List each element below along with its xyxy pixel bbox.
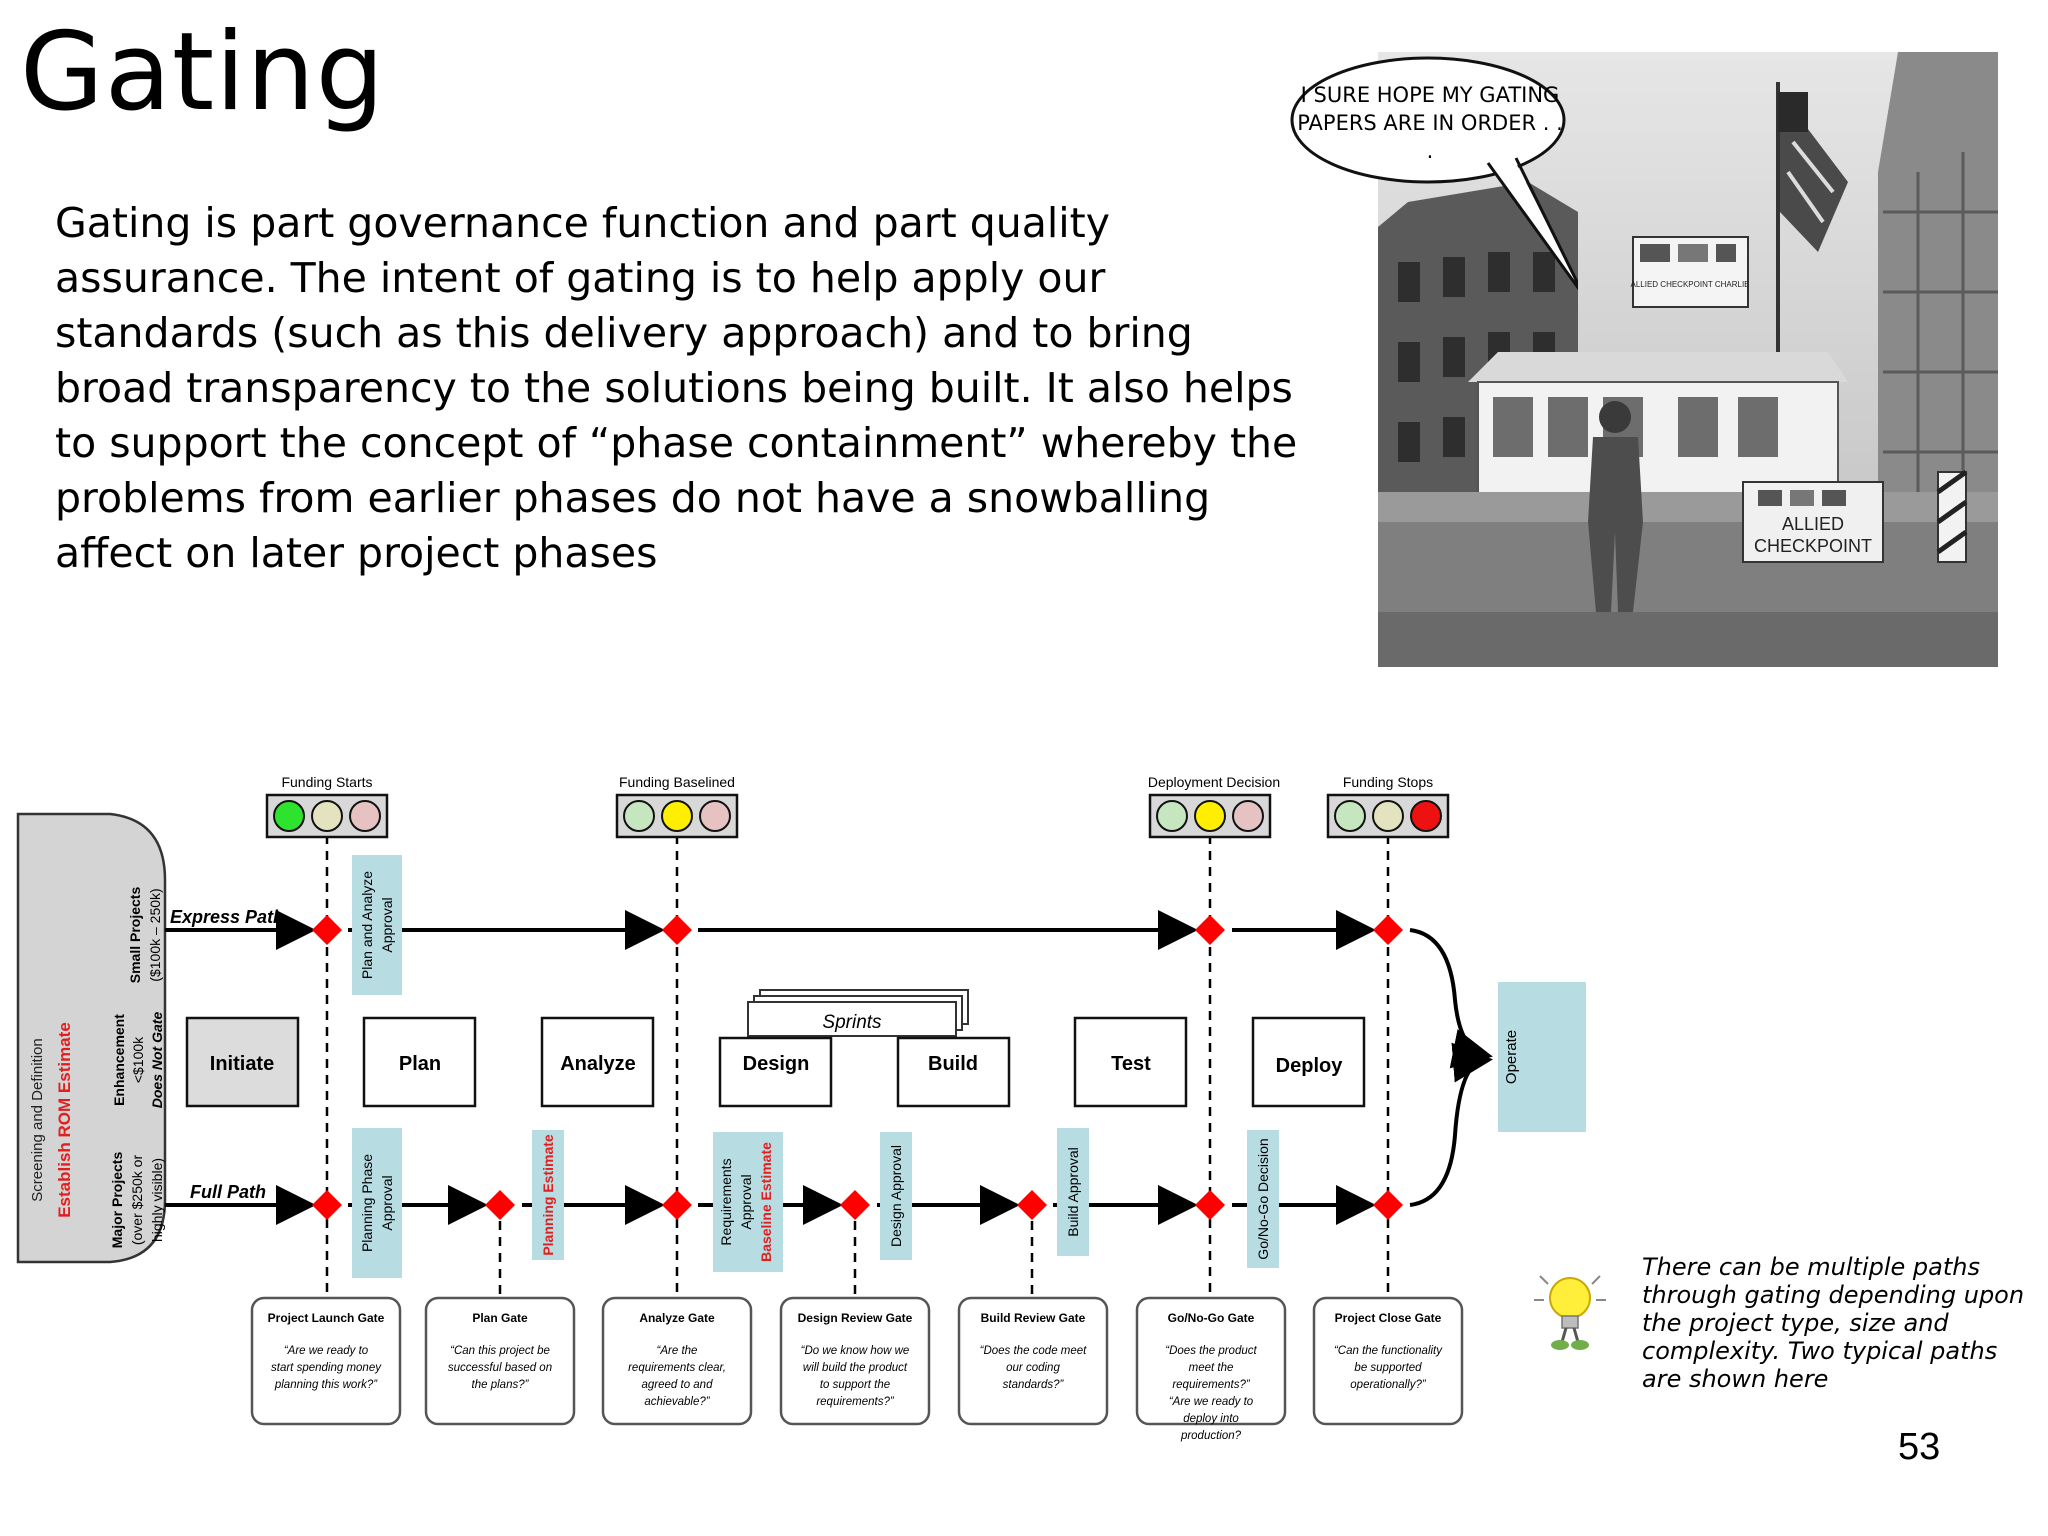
phase-test-label: Test: [1111, 1053, 1151, 1075]
gate-question-line: requirements clear,: [628, 1362, 726, 1374]
gate-question-line: agreed to and: [641, 1379, 713, 1391]
gate-box-analyze: [603, 1298, 751, 1424]
gate-question-line: “Does the code meet: [979, 1345, 1087, 1357]
phase-initiate-label: Initiate: [209, 1053, 275, 1075]
gate-box-go-no-go: [1137, 1298, 1285, 1442]
gate-box-design-review: [781, 1298, 929, 1424]
planning-estimate-label: Planning Estimate: [540, 1134, 556, 1256]
gate-question-line: requirements?”: [1172, 1379, 1250, 1391]
gate-diamond: [1017, 1190, 1047, 1220]
gate-question-line: meet the: [1188, 1362, 1234, 1374]
page-number: 53: [1898, 1426, 1941, 1468]
gate-question-line: achievable?”: [644, 1396, 710, 1408]
sprints-label: Sprints: [822, 1012, 882, 1033]
gate-box-build-review: [959, 1298, 1107, 1424]
gate-title: Design Review Gate: [797, 1311, 913, 1325]
gate-question-line: “Can this project be: [450, 1345, 550, 1357]
gate-question-line: “Does the product: [1165, 1345, 1257, 1357]
gate-question-line: be supported: [1354, 1362, 1422, 1374]
gate-question-line: “Do we know how we: [800, 1345, 910, 1357]
requirements-approval-line1: Requirements: [718, 1158, 734, 1246]
gate-title: Plan Gate: [472, 1311, 528, 1325]
lower-sign-line2: CHECKPOINT: [1753, 536, 1873, 556]
gate-question-line: “Are the: [656, 1345, 698, 1357]
traffic-light-funding-starts: [267, 774, 387, 837]
does-not-gate-label: Does Not Gate: [149, 1011, 165, 1109]
express-approval-line2: Approval: [379, 897, 395, 953]
gate-box-plan: [426, 1298, 574, 1424]
full-path-label: Full Path: [190, 1182, 266, 1202]
enhancement-limit: <$100k: [130, 1036, 146, 1084]
requirements-approval-line2: Approval: [738, 1174, 754, 1230]
phase-plan-label: Plan: [398, 1053, 442, 1075]
traffic-light-label: Funding Baselined: [619, 774, 735, 790]
gate-title: Project Launch Gate: [267, 1311, 385, 1325]
gate-title: Analyze Gate: [639, 1311, 715, 1325]
gate-question-line: will build the product: [802, 1362, 908, 1374]
rom-estimate-label: Establish ROM Estimate: [55, 1022, 74, 1218]
gate-diamond: [662, 915, 692, 945]
gate-question-line: standards?”: [1002, 1379, 1064, 1391]
gate-question-line: requirements?”: [816, 1396, 894, 1408]
page-title: Gating: [20, 10, 386, 135]
build-approval-label: Build Approval: [1065, 1147, 1081, 1237]
major-projects-sub1: (over $250k or: [129, 1154, 145, 1246]
gate-diamond: [485, 1190, 515, 1220]
gate-diamond: [312, 1190, 342, 1220]
gate-question-line: successful based on: [447, 1362, 553, 1374]
gate-question-line: planning this work?”: [274, 1379, 378, 1391]
traffic-light-label: Funding Stops: [1342, 774, 1434, 790]
operate-label: Operate: [1503, 1029, 1520, 1085]
baseline-estimate-label: Baseline Estimate: [758, 1142, 774, 1262]
gate-title: Project Close Gate: [1334, 1311, 1442, 1325]
gate-question-line: operationally?”: [1350, 1379, 1426, 1391]
gate-diamond: [1373, 915, 1403, 945]
lower-sign-line1: ALLIED: [1781, 514, 1845, 534]
gate-box-project-launch: [252, 1298, 400, 1424]
traffic-light-funding-stops: [1328, 774, 1448, 837]
gate-diamond: [1195, 1190, 1225, 1220]
gate-question-line: the plans?”: [471, 1379, 529, 1391]
gate-box-project-close: [1314, 1298, 1462, 1424]
gate-diamond: [1195, 915, 1225, 945]
traffic-light-label: Deployment Decision: [1147, 774, 1281, 790]
express-approval-line1: Plan and Analyze: [359, 870, 375, 980]
gate-question-line: deploy into: [1183, 1413, 1239, 1425]
gate-question-line: production?: [1180, 1430, 1242, 1442]
phase-design-label: Design: [742, 1053, 810, 1075]
small-projects-title: Small Projects: [127, 886, 143, 984]
gate-diamond: [662, 1190, 692, 1220]
gate-diamond: [312, 915, 342, 945]
gate-question-line: start spending money: [271, 1362, 381, 1374]
express-path-label: Express Path: [170, 907, 285, 927]
go-no-go-decision-label: Go/No-Go Decision: [1255, 1138, 1271, 1260]
gate-lines: [327, 835, 1388, 1300]
small-projects-range: ($100k – 250k): [147, 888, 163, 982]
gate-diamond: [840, 1190, 870, 1220]
traffic-light-funding-baselined: [617, 774, 737, 837]
upper-sign-text: ALLIED CHECKPOINT CHARLIE: [1630, 280, 1750, 289]
gate-question-line: to support the: [819, 1379, 891, 1391]
major-projects-sub2: highly visible): [149, 1157, 165, 1243]
design-approval-label: Design Approval: [888, 1145, 904, 1247]
lightbulb-icon: [1530, 1266, 1610, 1352]
planning-phase-approval-line2: Approval: [379, 1175, 395, 1231]
enhancement-title: Enhancement: [111, 1014, 127, 1106]
major-projects-title: Major Projects: [109, 1151, 125, 1249]
phase-deploy-label: Deploy: [1275, 1055, 1343, 1077]
planning-phase-approval-line1: Planning Phase: [359, 1153, 375, 1253]
gate-diamond: [1373, 1190, 1403, 1220]
traffic-light-label: Funding Starts: [281, 774, 373, 790]
gate-question-line: “Are we ready to: [1168, 1396, 1254, 1408]
gate-title: Go/No-Go Gate: [1167, 1311, 1255, 1325]
paths-note: There can be multiple paths through gating depending upon the project type, size and complexity. Two typical paths are shown here: [1642, 1253, 2025, 1393]
sprints-stack: [748, 990, 968, 1036]
intro-paragraph: Gating is part governance function and part quality assurance. The intent of gating is to help apply our standards (such as this delivery approach) and to bring broad transparency to the solutions being built. It also helps to support the concept of “phase containment” whereby the problems from earlier phases do not have a snowballing affect on later project phases: [55, 199, 1298, 577]
gate-question-line: “Can the functionality: [1333, 1345, 1443, 1357]
gate-title: Build Review Gate: [980, 1311, 1086, 1325]
phase-build-label: Build: [928, 1053, 978, 1075]
gate-question-line: our coding: [1006, 1362, 1060, 1374]
speech-bubble-text: I SURE HOPE MY GATING PAPERS ARE IN ORDER . . .: [1297, 83, 1563, 163]
gate-question-line: “Are we ready to: [283, 1345, 369, 1357]
traffic-light-deployment-decision: [1148, 774, 1280, 837]
phase-analyze-label: Analyze: [560, 1053, 636, 1075]
screening-label: Screening and Definition: [29, 1038, 46, 1202]
